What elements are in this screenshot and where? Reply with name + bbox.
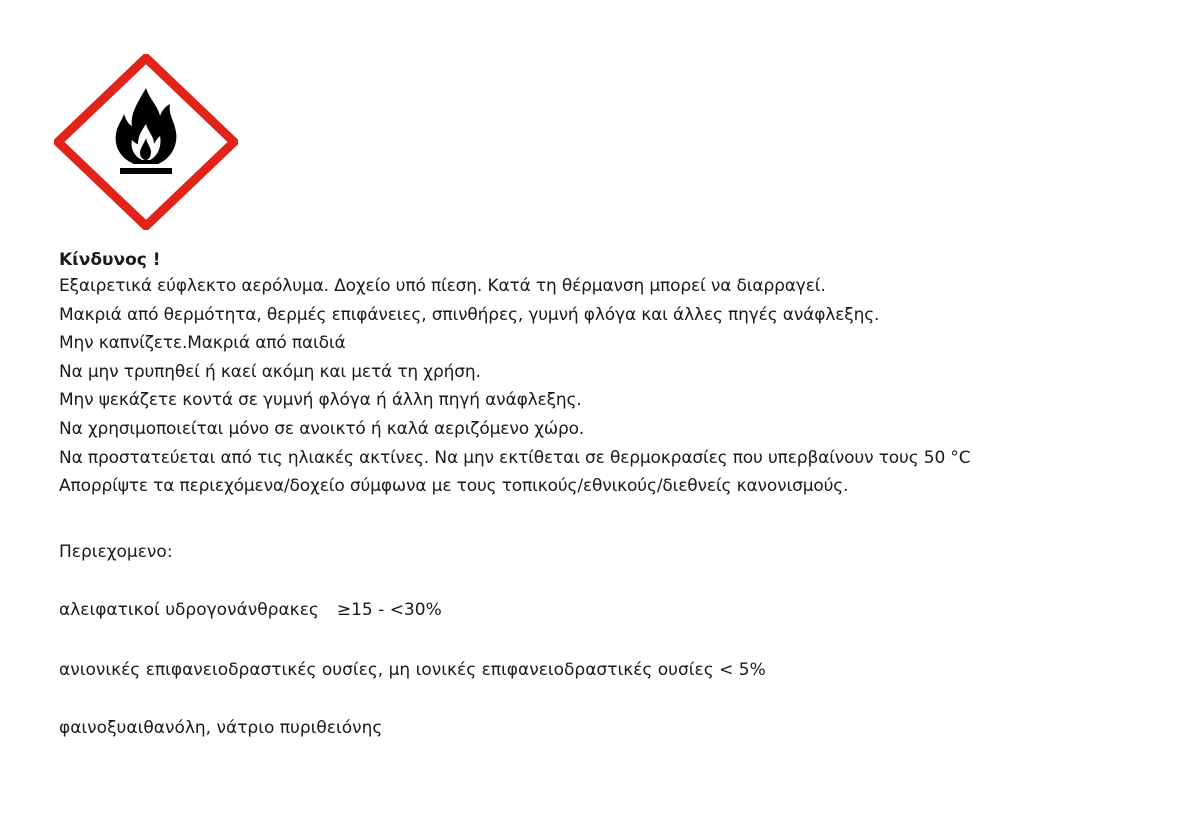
flame-icon: [54, 54, 238, 230]
precautionary-statement: Μακριά από θερμότητα, θερμές επιφάνειες, σπινθήρες, γυμνή φλόγα και άλλες πηγές ανάφλεξης.: [59, 304, 880, 325]
ingredient-item: [59, 598, 442, 622]
signal-word: Κίνδυνος !: [59, 250, 161, 270]
statement-list: [59, 272, 1189, 501]
ingredient-concentration: ≥15 - <30%: [336, 600, 442, 620]
flammable-hazard-pictogram: [54, 54, 238, 230]
precautionary-statement: Μην ψεκάζετε κοντά σε γυμνή φλόγα ή άλλη πηγή ανάφλεξης.: [59, 390, 582, 411]
ingredient-item: [59, 716, 382, 740]
contents-heading: Περιεχομενο:: [59, 542, 173, 562]
disposal-statement: Απορρίψτε τα περιεχόμενα/δοχείο σύμφωνα με τους τοπικούς/εθνικούς/διεθνείς κανονισμούς.: [59, 476, 849, 497]
ingredient-name: αλειφατικοί υδρογονάνθρακες: [59, 600, 319, 620]
ingredient-name: φαινοξυαιθανόλη, νάτριο πυριθειόνης: [59, 718, 383, 738]
hazard-statements-block: [59, 248, 1189, 501]
precautionary-statement: Μην καπνίζετε.Μακριά από παιδιά: [59, 333, 346, 354]
ingredient-name: ανιονικές επιφανειοδραστικές ουσίες, μη ιονικές επιφανειοδραστικές ουσίες < 5%: [59, 660, 766, 680]
ingredient-item: [59, 658, 766, 682]
precautionary-statement: Να μην τρυπηθεί ή καεί ακόμη και μετά τη χρήση.: [59, 361, 481, 382]
precautionary-statement: Να χρησιμοποιείται μόνο σε ανοικτό ή καλά αεριζόμενο χώρο.: [59, 418, 585, 439]
hazard-statement: Εξαιρετικά εύφλεκτο αερόλυμα. Δοχείο υπό πίεση. Κατά τη θέρμανση μπορεί να διαρραγεί.: [59, 276, 826, 296]
precautionary-statement: Να προστατεύεται από τις ηλιακές ακτίνες. Να μην εκτίθεται σε θερμοκρασίες που υπερβαίνουν τους 50 °C: [59, 447, 971, 468]
